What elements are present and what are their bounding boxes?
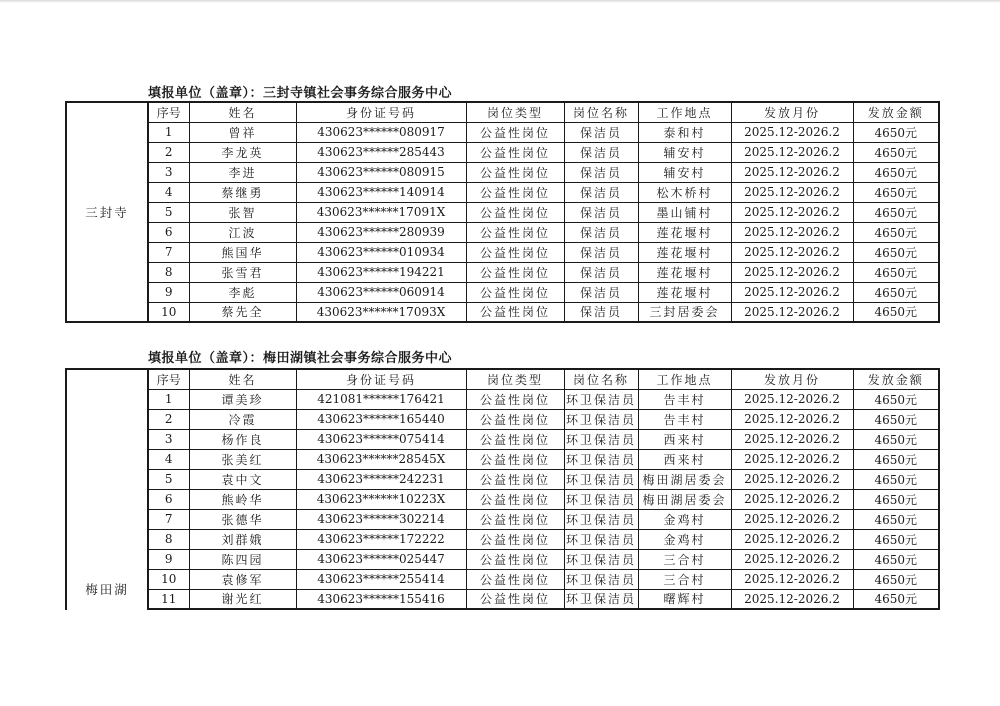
table-row <box>148 242 939 262</box>
table-cell: 4650元 <box>853 469 939 489</box>
table-row <box>148 389 939 409</box>
table-row <box>148 162 939 182</box>
table-cell: 公益性岗位 <box>466 142 564 162</box>
table-cell: 公益性岗位 <box>466 409 564 429</box>
table-cell: 3 <box>148 162 189 182</box>
table-row <box>148 202 939 222</box>
table-cell: 公益性岗位 <box>466 182 564 202</box>
table-cell: 保洁员 <box>564 242 638 262</box>
column-header: 发放金额 <box>853 369 939 389</box>
table-cell: 环卫保洁员 <box>564 569 638 589</box>
table-cell: 2 <box>148 409 189 429</box>
table-cell: 4650元 <box>853 389 939 409</box>
table-cell: 莲花堰村 <box>638 282 731 302</box>
table-cell: 11 <box>148 589 189 609</box>
table-cell: 保洁员 <box>564 202 638 222</box>
table-cell: 公益性岗位 <box>466 489 564 509</box>
table-cell: 430623******140914 <box>296 182 466 202</box>
table-cell: 三合村 <box>638 569 731 589</box>
table-cell: 袁中文 <box>189 469 296 489</box>
table-row <box>148 282 939 302</box>
table-row <box>148 529 939 549</box>
table-row <box>148 469 939 489</box>
table-cell: 辅安村 <box>638 142 731 162</box>
table-cell: 梅田湖居委会 <box>638 489 731 509</box>
column-header: 身份证号码 <box>296 102 466 122</box>
table-cell: 10 <box>148 569 189 589</box>
table-cell: 430623******17091X <box>296 202 466 222</box>
table-cell: 冷霞 <box>189 409 296 429</box>
table-cell: 430623******302214 <box>296 509 466 529</box>
table-cell: 4650元 <box>853 262 939 282</box>
table-cell: 环卫保洁员 <box>564 389 638 409</box>
table-cell: 环卫保洁员 <box>564 469 638 489</box>
table-cell: 公益性岗位 <box>466 162 564 182</box>
table-header-row <box>148 102 939 122</box>
table-cell: 公益性岗位 <box>466 429 564 449</box>
table-cell: 辅安村 <box>638 162 731 182</box>
table-cell: 1 <box>148 389 189 409</box>
table-cell: 9 <box>148 549 189 569</box>
group-label: 梅田湖 <box>85 582 129 597</box>
table-cell: 2025.12-2026.2 <box>731 469 853 489</box>
table-row <box>148 262 939 282</box>
table-cell: 公益性岗位 <box>466 589 564 609</box>
table-cell: 2025.12-2026.2 <box>731 282 853 302</box>
table-cell: 泰和村 <box>638 122 731 142</box>
payroll-table-sanfengsi <box>147 101 940 323</box>
table-cell: 4650元 <box>853 302 939 322</box>
table-cell: 环卫保洁员 <box>564 589 638 609</box>
table-cell: 曙辉村 <box>638 589 731 609</box>
table-cell: 保洁员 <box>564 162 638 182</box>
table-cell: 陈四园 <box>189 549 296 569</box>
table-cell: 4650元 <box>853 569 939 589</box>
table-cell: 421081******176421 <box>296 389 466 409</box>
table-cell: 2025.12-2026.2 <box>731 549 853 569</box>
table-cell: 西来村 <box>638 429 731 449</box>
table-cell: 2025.12-2026.2 <box>731 302 853 322</box>
table-cell: 三合村 <box>638 549 731 569</box>
table-cell: 环卫保洁员 <box>564 449 638 469</box>
payroll-table-meitianhu <box>147 368 940 610</box>
table-cell: 保洁员 <box>564 302 638 322</box>
table-cell: 张德华 <box>189 509 296 529</box>
table-row <box>148 222 939 242</box>
table-cell: 公益性岗位 <box>466 302 564 322</box>
table-header-row <box>148 369 939 389</box>
table-cell: 公益性岗位 <box>466 529 564 549</box>
table-cell: 公益性岗位 <box>466 202 564 222</box>
table-cell: 保洁员 <box>564 182 638 202</box>
section-title-meitianhu: 填报单位（盖章）：梅田湖镇社会事务综合服务中心 <box>148 351 453 366</box>
table-cell: 环卫保洁员 <box>564 489 638 509</box>
group-label: 三封寺 <box>85 205 129 220</box>
table-cell: 保洁员 <box>564 262 638 282</box>
table-cell: 2025.12-2026.2 <box>731 202 853 222</box>
table-cell: 莲花堰村 <box>638 242 731 262</box>
table-cell: 公益性岗位 <box>466 549 564 569</box>
table-cell: 张智 <box>189 202 296 222</box>
table-cell: 430623******155416 <box>296 589 466 609</box>
table-cell: 松木桥村 <box>638 182 731 202</box>
table-cell: 公益性岗位 <box>466 262 564 282</box>
column-header: 岗位名称 <box>564 369 638 389</box>
table-row <box>148 409 939 429</box>
column-header: 姓名 <box>189 369 296 389</box>
table-cell: 熊国华 <box>189 242 296 262</box>
table-cell: 公益性岗位 <box>466 509 564 529</box>
table-row <box>148 569 939 589</box>
table-row <box>148 549 939 569</box>
table-cell: 9 <box>148 282 189 302</box>
table-cell: 8 <box>148 529 189 549</box>
table-cell: 4650元 <box>853 242 939 262</box>
table-cell: 4650元 <box>853 162 939 182</box>
table-cell: 西来村 <box>638 449 731 469</box>
table-row <box>148 302 939 322</box>
table-cell: 袁修军 <box>189 569 296 589</box>
table-cell: 4650元 <box>853 509 939 529</box>
table-cell: 4650元 <box>853 202 939 222</box>
column-header: 序号 <box>148 369 189 389</box>
table-row <box>148 182 939 202</box>
table-cell: 430623******285443 <box>296 142 466 162</box>
table-cell: 430623******17093X <box>296 302 466 322</box>
table-cell: 4650元 <box>853 449 939 469</box>
group-label-cell-sanfengsi <box>65 101 147 323</box>
table-cell: 张美红 <box>189 449 296 469</box>
table-cell: 1 <box>148 122 189 142</box>
table-cell: 公益性岗位 <box>466 222 564 242</box>
table-cell: 谭美珍 <box>189 389 296 409</box>
table-cell: 430623******025447 <box>296 549 466 569</box>
table-cell: 4650元 <box>853 182 939 202</box>
column-header: 发放月份 <box>731 369 853 389</box>
table-cell: 2025.12-2026.2 <box>731 589 853 609</box>
table-cell: 7 <box>148 509 189 529</box>
table-cell: 2025.12-2026.2 <box>731 389 853 409</box>
table-cell: 公益性岗位 <box>466 242 564 262</box>
table-cell: 梅田湖居委会 <box>638 469 731 489</box>
table-cell: 公益性岗位 <box>466 469 564 489</box>
group-label-cell-meitianhu <box>65 368 147 610</box>
table-row <box>148 449 939 469</box>
table-cell: 三封居委会 <box>638 302 731 322</box>
table-cell: 430623******255414 <box>296 569 466 589</box>
table-cell: 2025.12-2026.2 <box>731 529 853 549</box>
table-cell: 4650元 <box>853 282 939 302</box>
table-cell: 5 <box>148 469 189 489</box>
table-cell: 430623******080917 <box>296 122 466 142</box>
table-cell: 2 <box>148 142 189 162</box>
column-header: 发放月份 <box>731 102 853 122</box>
table-cell: 2025.12-2026.2 <box>731 509 853 529</box>
table-cell: 公益性岗位 <box>466 449 564 469</box>
table-cell: 李龙英 <box>189 142 296 162</box>
column-header: 岗位名称 <box>564 102 638 122</box>
table-cell: 430623******172222 <box>296 529 466 549</box>
table-cell: 5 <box>148 202 189 222</box>
payroll-table-wrap-meitianhu <box>65 368 940 610</box>
table-cell: 2025.12-2026.2 <box>731 222 853 242</box>
table-cell: 李彪 <box>189 282 296 302</box>
table-cell: 李进 <box>189 162 296 182</box>
table-cell: 4650元 <box>853 222 939 242</box>
table-cell: 蔡先全 <box>189 302 296 322</box>
table-cell: 环卫保洁员 <box>564 529 638 549</box>
table-cell: 公益性岗位 <box>466 122 564 142</box>
table-cell: 保洁员 <box>564 142 638 162</box>
table-cell: 2025.12-2026.2 <box>731 242 853 262</box>
table-cell: 刘群娥 <box>189 529 296 549</box>
table-cell: 8 <box>148 262 189 282</box>
table-cell: 4650元 <box>853 529 939 549</box>
table-cell: 4650元 <box>853 142 939 162</box>
column-header: 岗位类型 <box>466 369 564 389</box>
table-cell: 蔡继勇 <box>189 182 296 202</box>
table-row <box>148 489 939 509</box>
table-cell: 2025.12-2026.2 <box>731 142 853 162</box>
table-cell: 2025.12-2026.2 <box>731 162 853 182</box>
table-cell: 莲花堰村 <box>638 262 731 282</box>
table-cell: 公益性岗位 <box>466 569 564 589</box>
table-row <box>148 589 939 609</box>
table-cell: 环卫保洁员 <box>564 549 638 569</box>
table-cell: 6 <box>148 222 189 242</box>
table-cell: 4 <box>148 449 189 469</box>
table-cell: 保洁员 <box>564 222 638 242</box>
table-cell: 张雪君 <box>189 262 296 282</box>
table-cell: 环卫保洁员 <box>564 429 638 449</box>
column-header: 工作地点 <box>638 369 731 389</box>
table-cell: 430623******10223X <box>296 489 466 509</box>
table-row <box>148 142 939 162</box>
table-cell: 430623******165440 <box>296 409 466 429</box>
table-cell: 430623******242231 <box>296 469 466 489</box>
column-header: 发放金额 <box>853 102 939 122</box>
table-cell: 6 <box>148 489 189 509</box>
table-cell: 熊岭华 <box>189 489 296 509</box>
table-cell: 3 <box>148 429 189 449</box>
column-header: 身份证号码 <box>296 369 466 389</box>
page-top-shadow <box>0 0 1000 3</box>
table-cell: 保洁员 <box>564 282 638 302</box>
table-cell: 谢光红 <box>189 589 296 609</box>
table-cell: 金鸡村 <box>638 529 731 549</box>
table-cell: 2025.12-2026.2 <box>731 429 853 449</box>
table-cell: 4650元 <box>853 429 939 449</box>
table-cell: 430623******28545X <box>296 449 466 469</box>
table-cell: 430623******060914 <box>296 282 466 302</box>
table-cell: 告丰村 <box>638 389 731 409</box>
table-cell: 430623******075414 <box>296 429 466 449</box>
column-header: 工作地点 <box>638 102 731 122</box>
section-title-sanfengsi: 填报单位（盖章）：三封寺镇社会事务综合服务中心 <box>148 86 453 101</box>
table-cell: 2025.12-2026.2 <box>731 409 853 429</box>
table-row <box>148 122 939 142</box>
table-cell: 江波 <box>189 222 296 242</box>
table-cell: 曾祥 <box>189 122 296 142</box>
table-cell: 2025.12-2026.2 <box>731 489 853 509</box>
table-cell: 7 <box>148 242 189 262</box>
table-cell: 金鸡村 <box>638 509 731 529</box>
table-row <box>148 429 939 449</box>
table-cell: 莲花堰村 <box>638 222 731 242</box>
table-cell: 墨山铺村 <box>638 202 731 222</box>
table-cell: 430623******280939 <box>296 222 466 242</box>
table-cell: 4650元 <box>853 122 939 142</box>
table-cell: 4650元 <box>853 589 939 609</box>
table-cell: 2025.12-2026.2 <box>731 182 853 202</box>
table-cell: 4650元 <box>853 549 939 569</box>
table-cell: 告丰村 <box>638 409 731 429</box>
table-row <box>148 509 939 529</box>
table-cell: 4650元 <box>853 409 939 429</box>
table-cell: 2025.12-2026.2 <box>731 449 853 469</box>
table-cell: 4650元 <box>853 489 939 509</box>
table-cell: 2025.12-2026.2 <box>731 262 853 282</box>
table-cell: 2025.12-2026.2 <box>731 569 853 589</box>
table-cell: 保洁员 <box>564 122 638 142</box>
table-cell: 环卫保洁员 <box>564 509 638 529</box>
payroll-table-wrap-sanfengsi <box>65 101 940 323</box>
table-cell: 杨作良 <box>189 429 296 449</box>
table-cell: 环卫保洁员 <box>564 409 638 429</box>
table-cell: 2025.12-2026.2 <box>731 122 853 142</box>
table-cell: 430623******194221 <box>296 262 466 282</box>
column-header: 序号 <box>148 102 189 122</box>
column-header: 姓名 <box>189 102 296 122</box>
table-cell: 10 <box>148 302 189 322</box>
table-cell: 4 <box>148 182 189 202</box>
column-header: 岗位类型 <box>466 102 564 122</box>
table-cell: 公益性岗位 <box>466 282 564 302</box>
table-cell: 公益性岗位 <box>466 389 564 409</box>
table-cell: 430623******010934 <box>296 242 466 262</box>
table-cell: 430623******080915 <box>296 162 466 182</box>
